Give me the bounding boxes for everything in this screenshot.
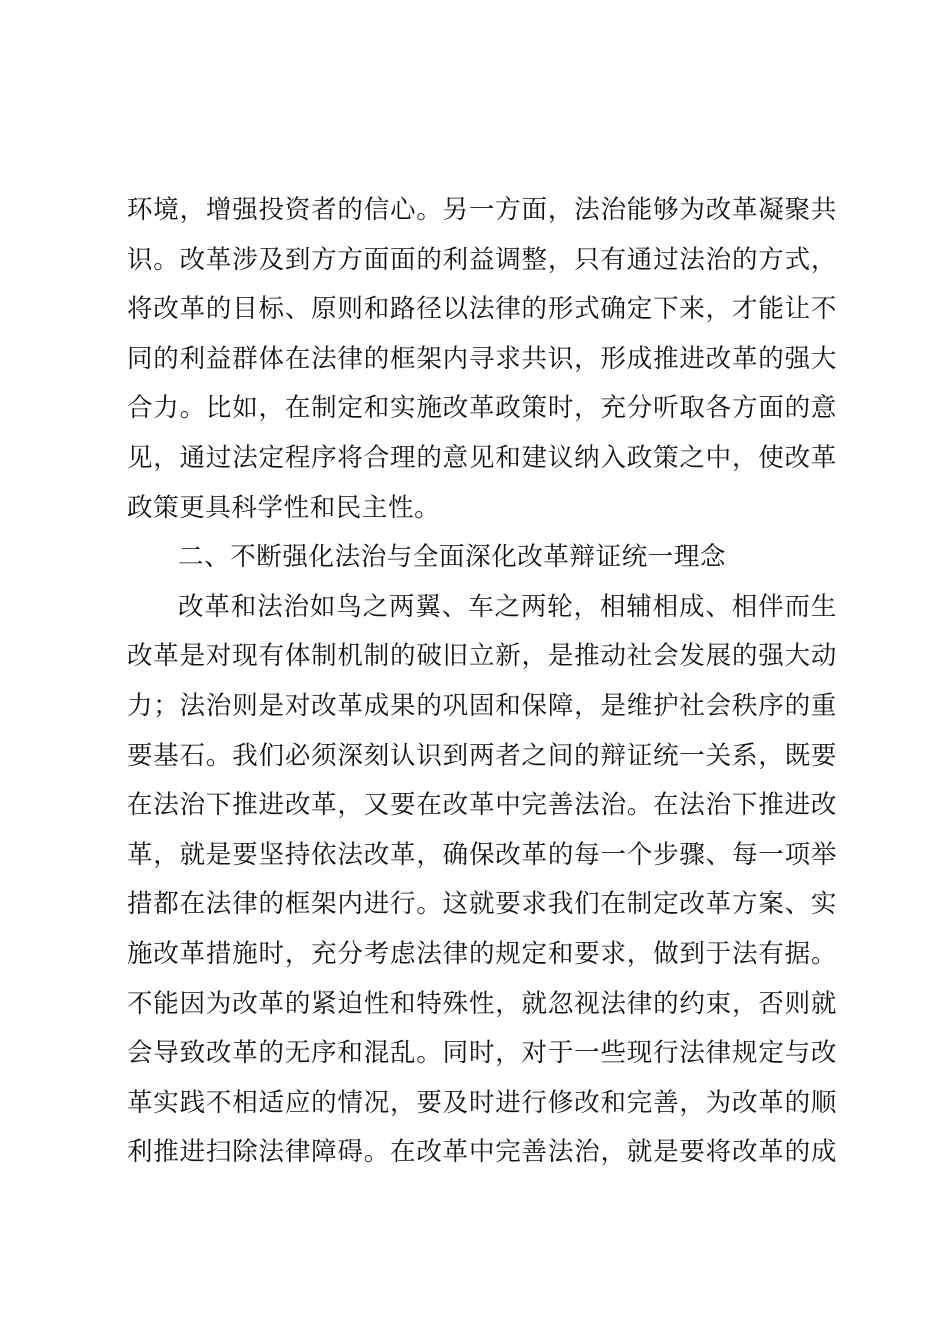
paragraph-line: 要基石。我们必须深刻认识到两者之间的辩证统一关系，既要 — [127, 740, 837, 771]
paragraph-line: 在法治下推进改革，又要在改革中完善法治。在法治下推进改 — [127, 790, 837, 821]
paragraph-line: 环境，增强投资者的信心。另一方面，法治能够为改革凝聚共 — [127, 195, 837, 225]
paragraph-line: 力；法治则是对改革成果的巩固和保障，是维护社会秩序的重 — [127, 690, 837, 721]
paragraph-line: 施改革措施时，充分考虑法律的规定和要求，做到于法有据。 — [127, 938, 837, 969]
paragraph-line: 利推进扫除法律障碍。在改革中完善法治，就是要将改革的成 — [127, 1137, 837, 1168]
paragraph-line: 措都在法律的框架内进行。这就要求我们在制定改革方案、实 — [127, 889, 837, 920]
paragraph-line: 不能因为改革的紧迫性和特殊性，就忽视法律的约束，否则就 — [127, 988, 837, 1019]
section-heading: 二、不断强化法治与全面深化改革辩证统一理念 — [178, 542, 727, 573]
body-text — [127, 186, 837, 1178]
paragraph-line: 革实践不相适应的情况，要及时进行修改和完善，为改革的顺 — [127, 1087, 837, 1118]
paragraph-line: 会导致改革的无序和混乱。同时，对于一些现行法律规定与改 — [127, 1038, 837, 1069]
paragraph-line: 将改革的目标、原则和路径以法律的形式确定下来，才能让不 — [127, 294, 837, 325]
paragraph-line: 合力。比如，在制定和实施改革政策时，充分听取各方面的意 — [127, 393, 837, 424]
paragraph-line: 革，就是要坚持依法改革，确保改革的每一个步骤、每一项举 — [127, 839, 837, 870]
paragraph-line: 同的利益群体在法律的框架内寻求共识，形成推进改革的强大 — [127, 343, 837, 374]
paragraph-line: 政策更具科学性和民主性。 — [127, 492, 441, 523]
paragraph-line: 改革是对现有体制机制的破旧立新，是推动社会发展的强大动 — [127, 641, 837, 672]
paragraph-line: 改革和法治如鸟之两翼、车之两轮，相辅相成、相伴而生 — [178, 591, 837, 622]
paragraph-line: 识。改革涉及到方方面面的利益调整，只有通过法治的方式， — [127, 244, 837, 275]
paragraph-line: 见，通过法定程序将合理的意见和建议纳入政策之中，使改革 — [127, 442, 837, 473]
